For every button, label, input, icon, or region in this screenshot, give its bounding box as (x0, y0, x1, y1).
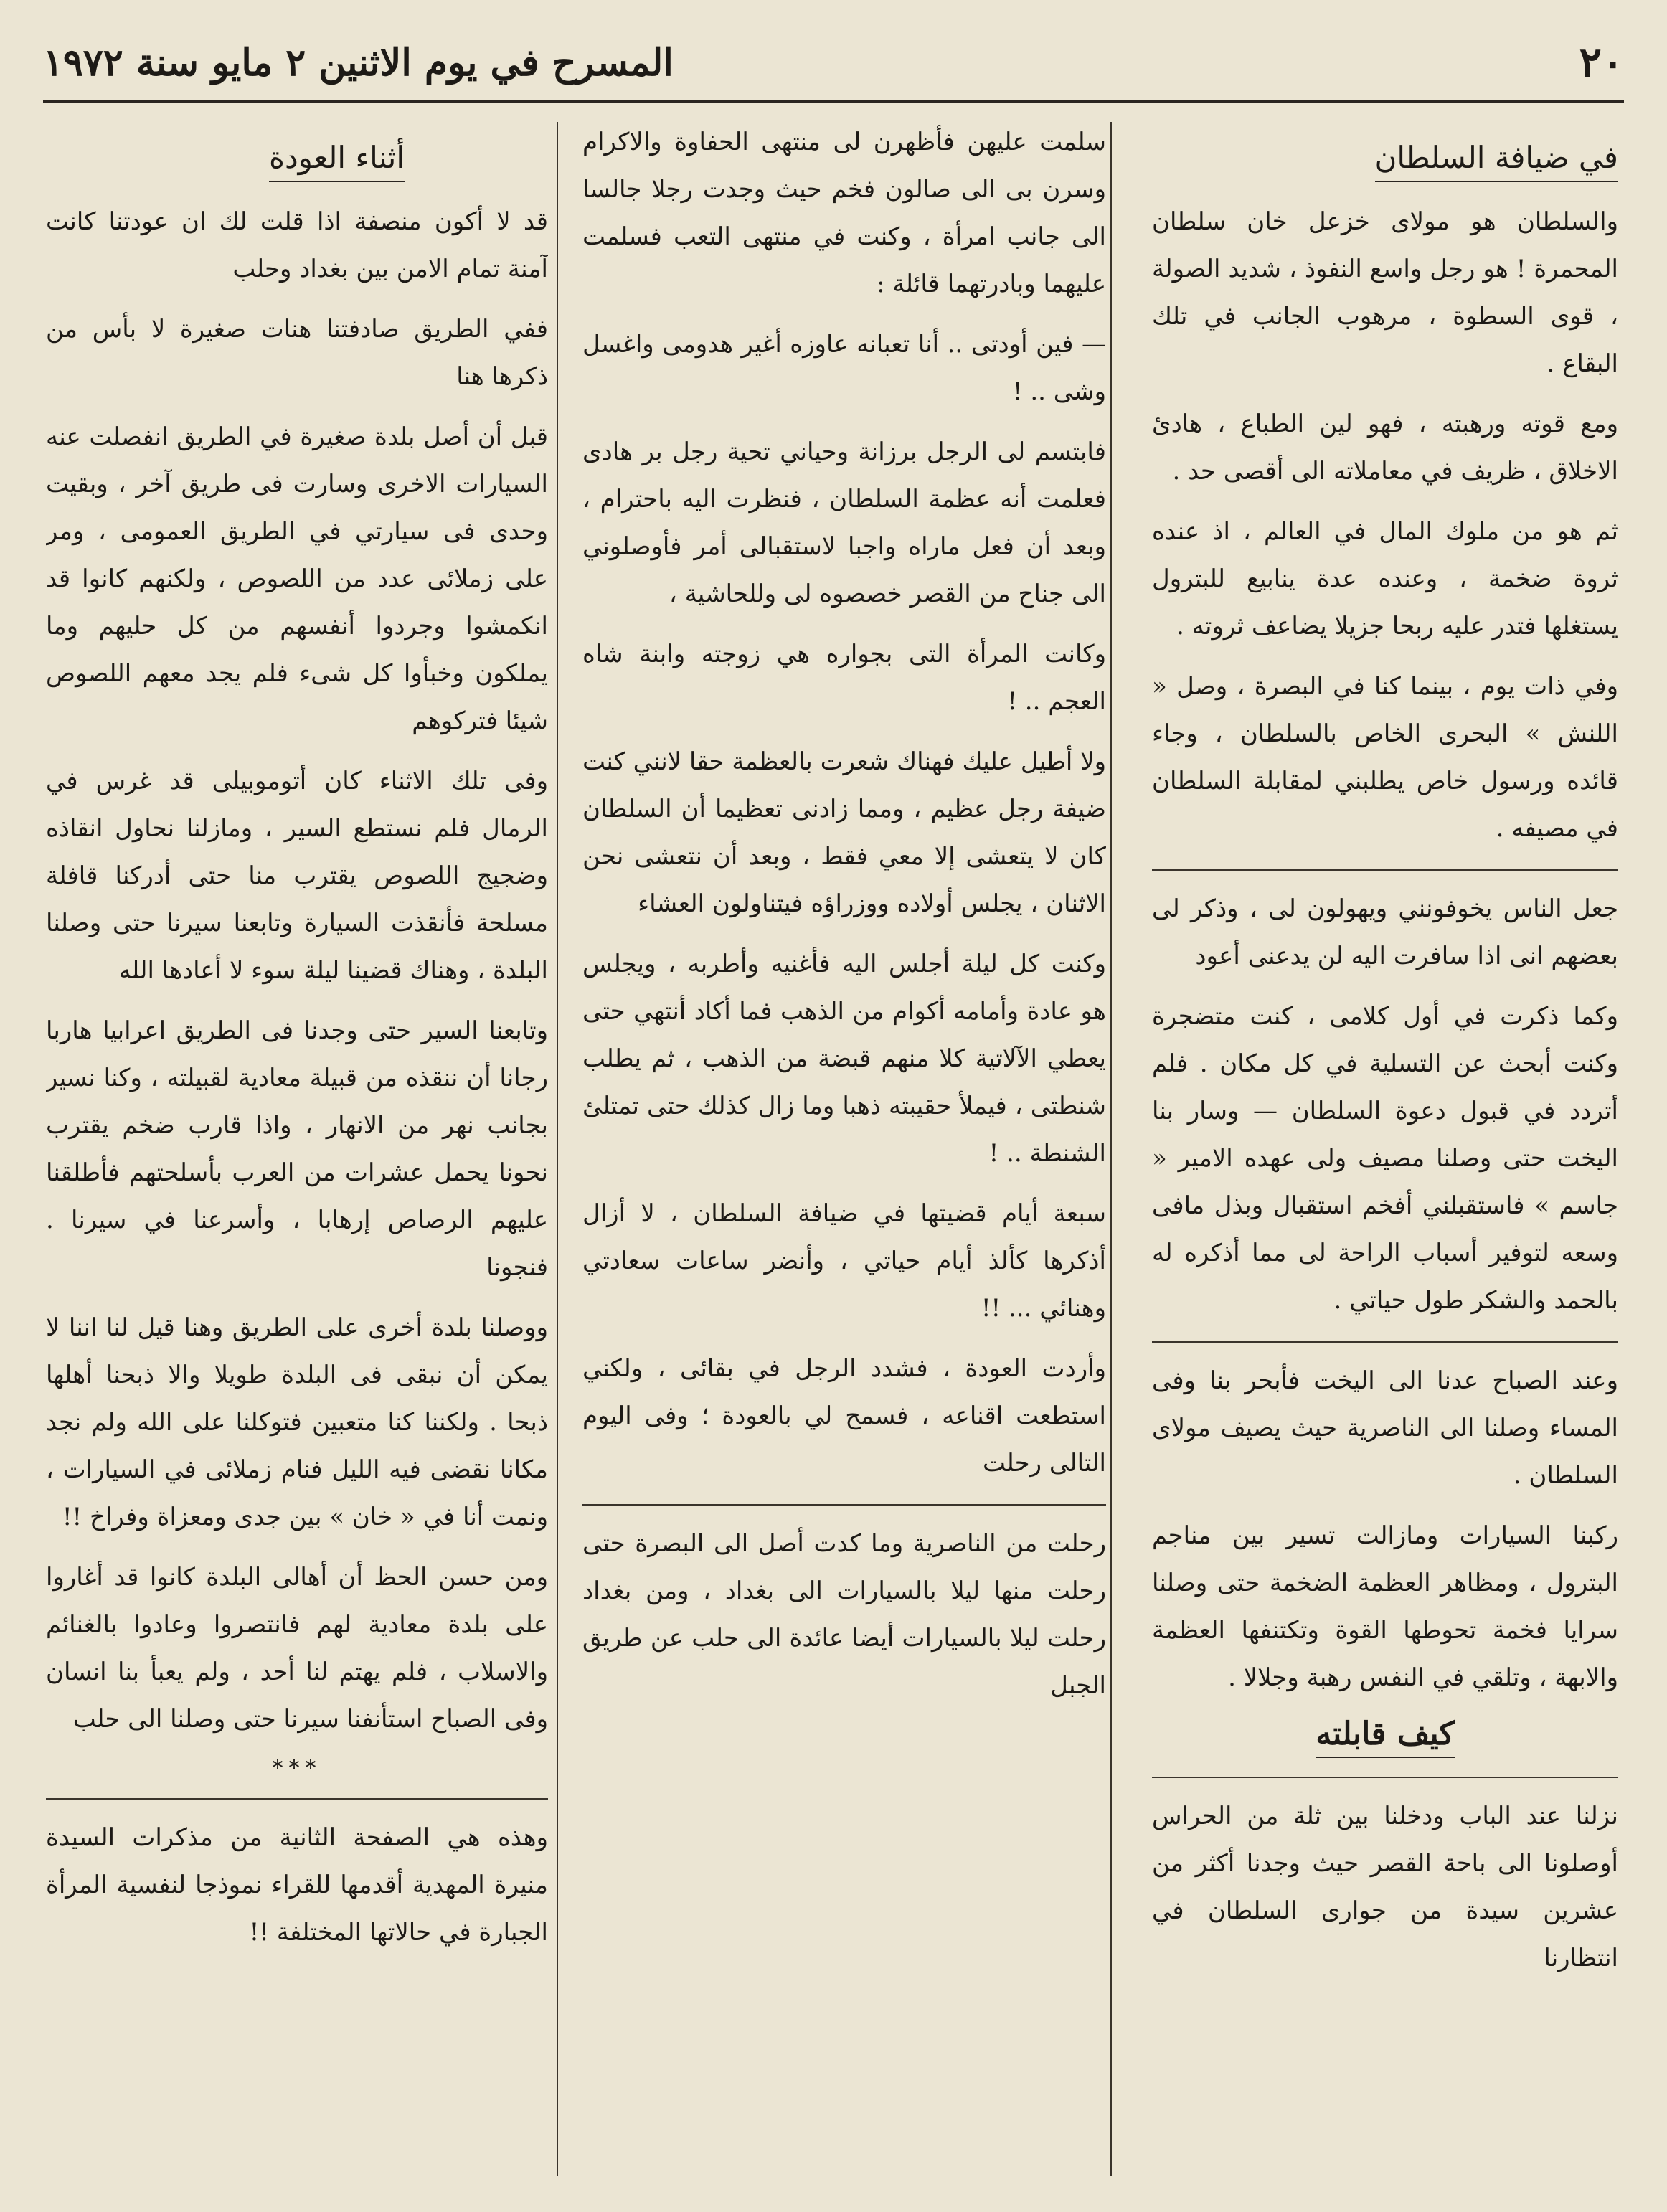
paragraph: رحلت من الناصرية وما كدت أصل الى البصرة حتى رحلت منها ليلا بالسيارات الى بغداد ، ومن بغداد رحلت ليلا بالسيارات أيضا عائدة الى حلب عن طريق الجبل (582, 1504, 1106, 1709)
header-divider (43, 100, 1624, 103)
article-heading: في ضيافة السلطان (1375, 140, 1618, 182)
paragraph: والسلطان هو مولاى خزعل خان سلطان المحمرة ! هو رجل واسع النفوذ ، شديد الصولة ، قوى السطوة ، مرهوب الجانب في تلك البقاع . (1152, 207, 1618, 378)
paragraph: ركبنا السيارات ومازالت تسير بين مناجم البترول ، ومظاهر العظمة الضخمة حتى وصلنا سرايا فخمة تحوطها القوة وتكتنفها العظمة والابهة ، وتلقي في النفس رهبة وجلالا . (1152, 1521, 1618, 1692)
editor-note: وهذه هي الصفحة الثانية من مذكرات السيدة منيرة المهدية أقدمها للقراء نموذجا لنفسية المرأة الجبارة في حالاتها المختلفة !! (46, 1798, 548, 1956)
paragraph: سلمت عليهن فأظهرن لى منتهى الحفاوة والاكرام وسرن بى الى صالون فخم حيث وجدت رجلا جالسا الى جانب امرأة ، وكنت في منتهى التعب فسلمت عليهما وبادرتهما قائلة : (582, 128, 1106, 298)
paragraph: ولا أطيل عليك فهناك شعرت بالعظمة حقا لانني كنت ضيفة رجل عظيم ، ومما زادنى تعظيما أن السلطان كان لا يتعشى إلا معي فقط ، وبعد أن نتعشى نحن الاثنان ، يجلس أولاده ووزراؤه فيتناولون العشاء (582, 747, 1106, 918)
paragraph: ومن حسن الحظ أن أهالى البلدة كانوا قد أغاروا على بلدة معادية لهم فانتصروا وعادوا بالغنائم والاسلاب ، فلم يهتم لنا أحد ، ولم يعبأ بنا انسان وفى الصباح استأنفنا سيرنا حتى وصلنا الى حلب (46, 1563, 548, 1734)
paragraph: ووصلنا بلدة أخرى على الطريق وهنا قيل لنا اننا لا يمكن أن نبقى فى البلدة طويلا والا ذبحنا أهلها ذبحا . ولكننا كنا متعبين فتوكلنا على الله ولم نجد مكانا نقضى فيه الليل فنام زملائى في السيارات ، ونمت أنا في « خان » بين جدى ومعزاة وفراخ !! (46, 1313, 548, 1531)
paragraph: ومع قوته ورهبته ، فهو لين الطباع ، هادئ الاخلاق ، ظريف في معاملاته الى أقصى حد . (1152, 410, 1618, 486)
article-column-middle (582, 118, 1106, 2198)
paragraph: وكنت كل ليلة أجلس اليه فأغنيه وأطربه ، ويجلس هو عادة وأمامه أكوام من الذهب فما أكاد أنتهي حتى يعطي الآلاتية كلا منهم قبضة من الذهب ، ثم يطلب شنطتى ، فيملأ حقيبته ذهبا وما زال كذلك حتى تمتلئ الشنطة .. ! (582, 950, 1106, 1168)
article-column-left (46, 118, 548, 2198)
paragraph: ففي الطريق صادفتنا هنات صغيرة لا بأس من ذكرها هنا (46, 315, 548, 391)
article-column-right (1152, 118, 1618, 2198)
paragraph: وكانت المرأة التى بجواره هي زوجته وابنة شاه العجم .. ! (582, 640, 1106, 716)
paragraph: فابتسم لى الرجل برزانة وحياني تحية رجل بر هادى فعلمت أنه عظمة السلطان ، فنظرت اليه باحترام ، وبعد أن فعل ماراه واجبا لاستقبالى أمر فأوصلوني الى جناح من القصر خصصوه لى وللحاشية ، (582, 438, 1106, 608)
section-separator: *** (272, 1756, 322, 1781)
page-number: ٢٠ (1579, 38, 1624, 87)
section-subheading (1152, 1716, 1618, 1752)
subheading-text: كيف قابلته (1316, 1716, 1454, 1758)
paragraph: وعند الصباح عدنا الى اليخت فأبحر بنا وفى المساء وصلنا الى الناصرية حيث يصيف مولاى السلطان . (1152, 1341, 1618, 1499)
paragraph: قبل أن أصل بلدة صغيرة في الطريق انفصلت عنه السيارات الاخرى وسارت فى طريق آخر ، وبقيت وحدى فى سيارتي في الطريق العمومى ، ومر على زملائى عدد من اللصوص ، ولكنهم كانوا قد انكمشوا وجردوا أنفسهم من كل حليهم وما يملكون وخبأوا كل شىء فلم يجد معهم اللصوص شيئا فتركوهم (46, 422, 548, 735)
page-header (43, 30, 1624, 95)
paragraph: وكما ذكرت في أول كلامى ، كنت متضجرة وكنت أبحث عن التسلية في كل مكان . فلم أتردد في قبول دعوة السلطان — وسار بنا اليخت حتى وصلنا مصيف ولى عهده الامير « جاسم » فاستقبلني أفخم استقبال وبذل مافى وسعه لتوفير أسباب الراحة لى مما أذكره له بالحمد والشكر طول حياتي . (1152, 1002, 1618, 1315)
paragraph: سبعة أيام قضيتها في ضيافة السلطان ، لا أزال أذكرها كألذ أيام حياتي ، وأنضر ساعات سعادتي وهنائي ... !! (582, 1199, 1106, 1323)
column-divider-left (557, 122, 558, 2176)
paragraph: قد لا أكون منصفة اذا قلت لك ان عودتنا كانت آمنة تمام الامن بين بغداد وحلب (46, 207, 548, 283)
section-heading: أثناء العودة (269, 140, 405, 182)
paragraph: ثم هو من ملوك المال في العالم ، اذ عنده ثروة ضخمة ، وعنده عدة ينابيع للبترول يستغلها فتدر عليه ربحا جزيلا يضاعف ثروته . (1152, 517, 1618, 641)
paragraph: نزلنا عند الباب ودخلنا بين ثلة من الحراس أوصلونا الى باحة القصر حيث وجدنا أكثر من عشرين سيدة من جوارى السلطان في انتظارنا (1152, 1777, 1618, 1982)
paragraph: وأردت العودة ، فشدد الرجل في بقائى ، ولكني استطعت اقناعه ، فسمح لي بالعودة ؛ وفى اليوم التالى رحلت (582, 1354, 1106, 1478)
paragraph: وتابعنا السير حتى وجدنا فى الطريق اعرابيا هاربا رجانا أن ننقذه من قبيلة معادية لقبيلته ، وكنا نسير بجانب نهر من الانهار ، واذا قارب ضخم يقترب نحونا يحمل عشرات من العرب بأسلحتهم فأطلقنا عليهم الرصاص إرهابا ، وأسرعنا في سيرنا . فنجونا (46, 1016, 548, 1282)
paragraph: جعل الناس يخوفونني ويهولون لى ، وذكر لى بعضهم انى اذا سافرت اليه لن يدعنى أعود (1152, 869, 1618, 980)
paragraph: وفى تلك الاثناء كان أتوموبيلى قد غرس في الرمال فلم نستطع السير ، ومازلنا نحاول انقاذه وضجيج اللصوص يقترب منا حتى أدركنا قافلة مسلحة فأنقذت السيارة وتابعنا سيرنا حتى وصلنا البلدة ، وهناك قضينا ليلة سوء لا أعادها الله (46, 767, 548, 985)
column-divider-right (1110, 122, 1112, 2176)
paragraph: — فين أودتى .. أنا تعبانه عاوزه أغير هدومى واغسل وشى .. ! (582, 330, 1106, 406)
paragraph: وفي ذات يوم ، بينما كنا في البصرة ، وصل « اللنش » البحرى الخاص بالسلطان ، وجاء قائده ورسول خاص يطلبني لمقابلة السلطان في مصيفه . (1152, 672, 1618, 843)
masthead-title: المسرح في يوم الاثنين ٢ مايو سنة ١٩٧٢ (43, 40, 674, 85)
